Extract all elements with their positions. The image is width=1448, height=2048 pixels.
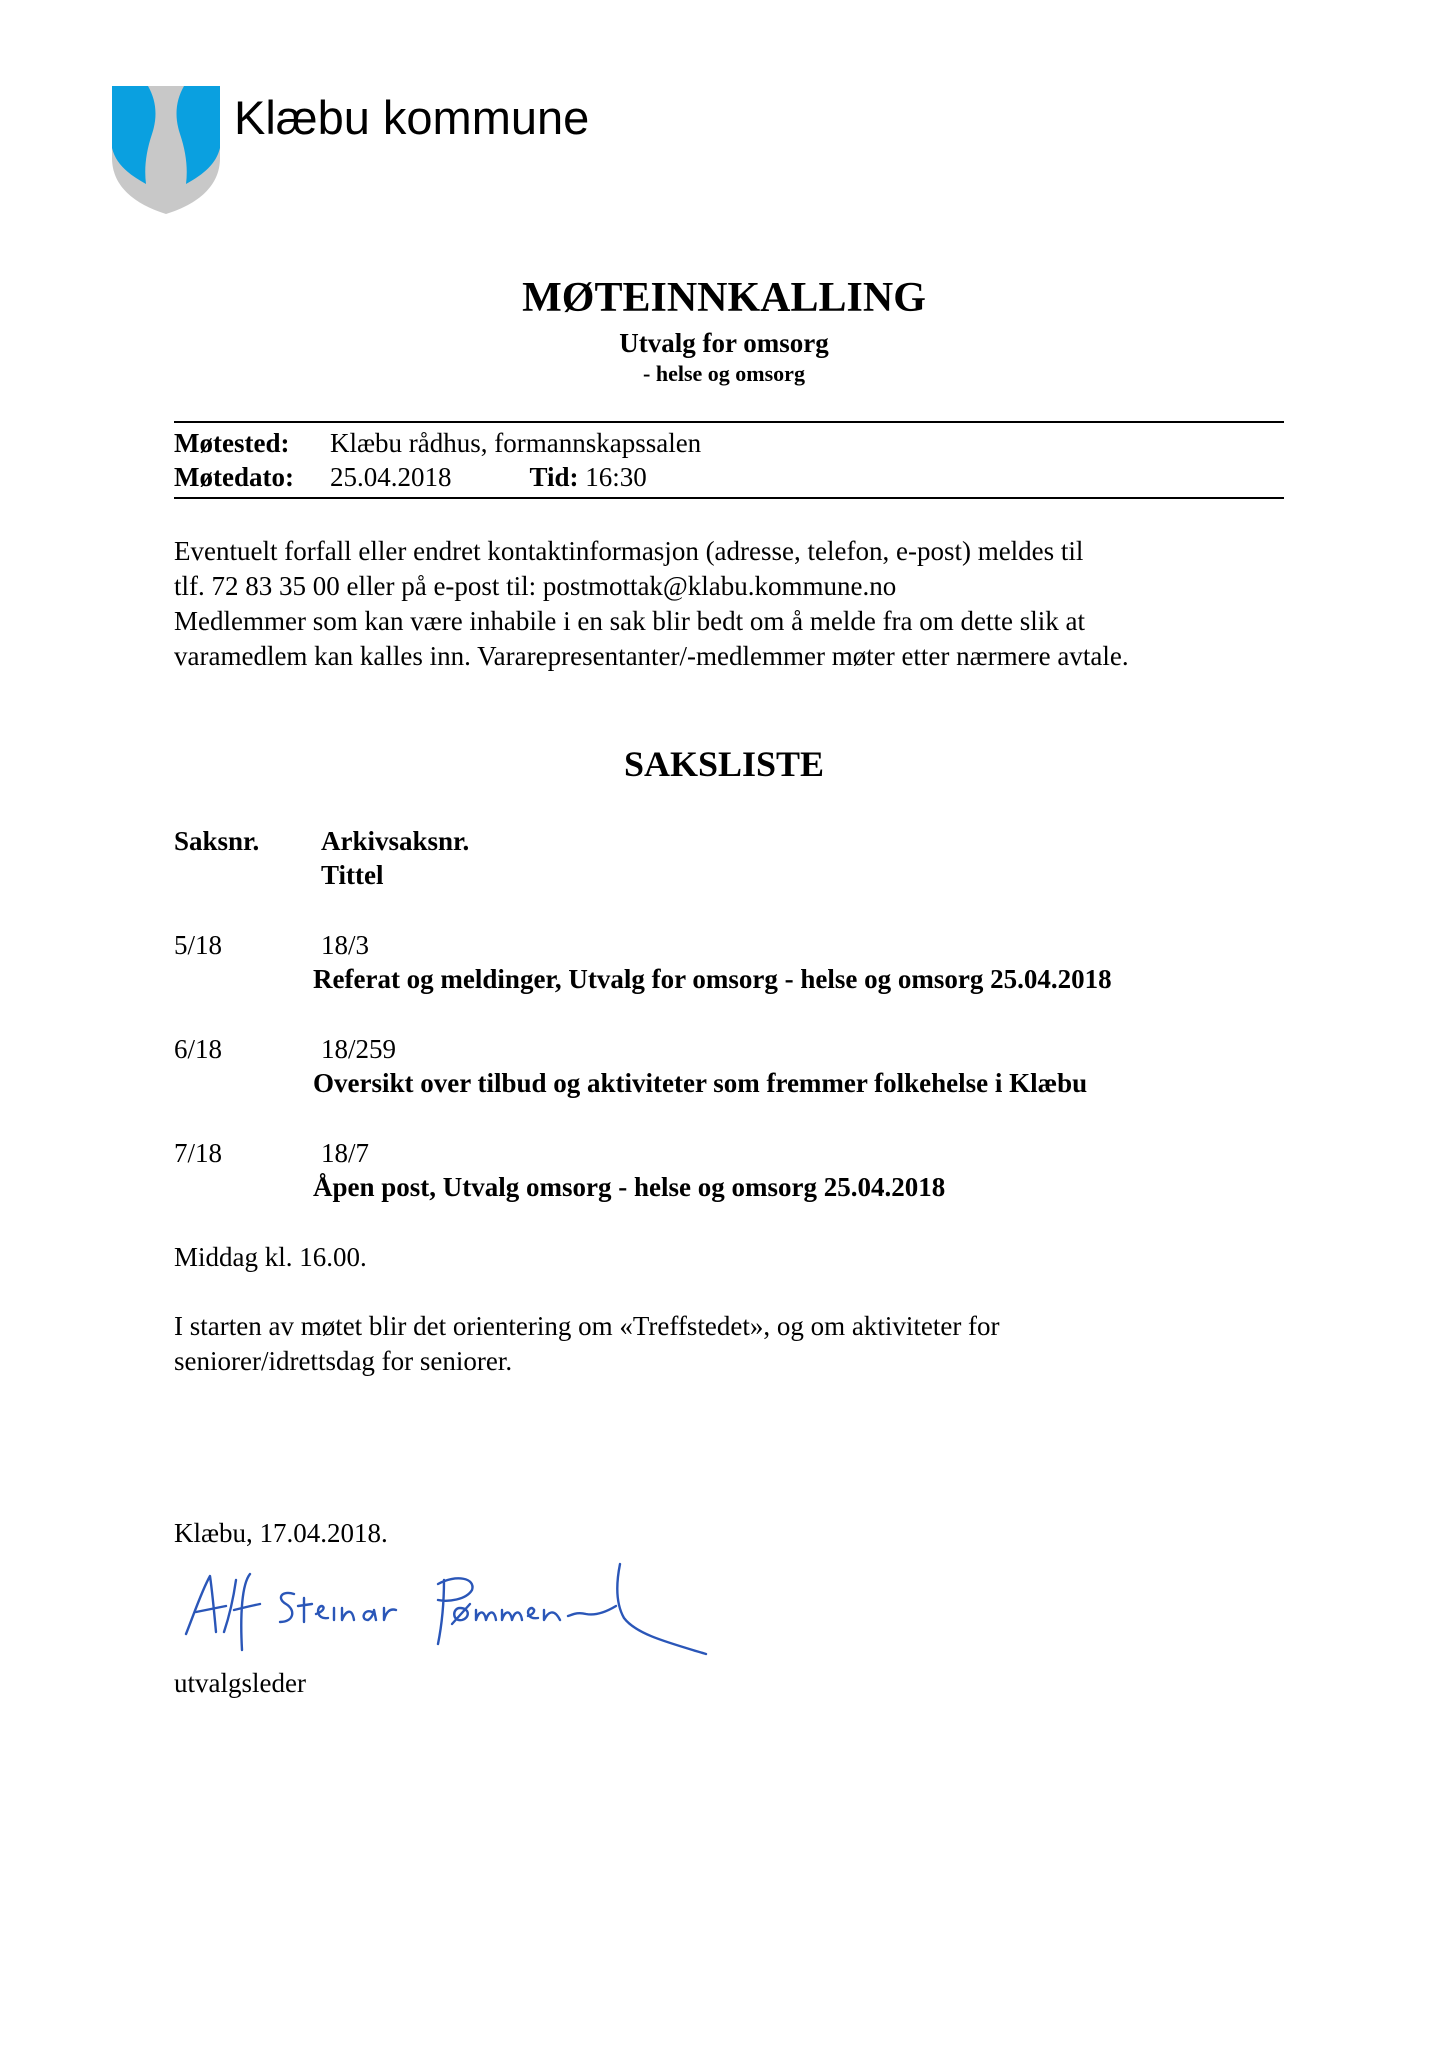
meeting-time: 16:30 bbox=[585, 462, 647, 492]
case-number: 5/18 bbox=[174, 930, 223, 960]
meeting-place: Klæbu rådhus, formannskapssalen bbox=[330, 428, 702, 458]
orientation-note bbox=[174, 1309, 1284, 1379]
meeting-date-row bbox=[174, 460, 647, 494]
meeting-place-row bbox=[174, 426, 701, 460]
case-title[interactable]: Åpen post, Utvalg omsorg - helse og omsorg 25.04.2018 bbox=[313, 1172, 946, 1202]
case-title[interactable]: Oversikt over tilbud og aktiviteter som fremmer folkehelse i Klæbu bbox=[313, 1068, 1088, 1098]
case-number: 7/18 bbox=[174, 1138, 223, 1168]
committee-subtitle: - helse og omsorg bbox=[643, 361, 805, 386]
archive-case-number: 18/3 bbox=[321, 930, 370, 960]
col-header-tittel: Tittel bbox=[321, 860, 384, 890]
meeting-time-label: Tid: bbox=[529, 462, 579, 492]
orientation-line: seniorer/idrettsdag for seniorer. bbox=[174, 1346, 513, 1376]
document-title: MØTEINNKALLING bbox=[522, 275, 926, 321]
dinner-note: Middag kl. 16.00. bbox=[174, 1242, 367, 1272]
meeting-date: 25.04.2018 bbox=[330, 462, 452, 492]
committee-name: Utvalg for omsorg bbox=[619, 328, 829, 358]
archive-case-number: 18/7 bbox=[321, 1138, 370, 1168]
org-name: Klæbu kommune bbox=[234, 91, 590, 144]
info-line: Medlemmer som kan være inhabile i en sak blir bedt om å melde fra om dette slik at bbox=[174, 606, 1085, 636]
info-line: Eventuelt forfall eller endret kontaktinformasjon (adresse, telefon, e-post) meldes til bbox=[174, 536, 1084, 566]
agenda-heading: SAKSLISTE bbox=[623, 744, 825, 784]
signatory-role: utvalgsleder bbox=[174, 1668, 306, 1698]
handwritten-signature bbox=[176, 1554, 716, 1664]
case-number: 6/18 bbox=[174, 1034, 223, 1064]
info-line: tlf. 72 83 35 00 eller på e-post til: postmottak@klabu.kommune.no bbox=[174, 571, 897, 601]
col-header-arkivsaksnr: Arkivsaksnr. bbox=[321, 826, 470, 856]
col-header-saksnr: Saksnr. bbox=[174, 826, 260, 856]
meeting-place-label: Møtested: bbox=[174, 428, 290, 458]
case-title[interactable]: Referat og meldinger, Utvalg for omsorg - helse og omsorg 25.04.2018 bbox=[313, 964, 1112, 994]
divider-top bbox=[174, 421, 1284, 423]
meeting-date-label: Møtedato: bbox=[174, 462, 294, 492]
closing-place-date: Klæbu, 17.04.2018. bbox=[174, 1518, 388, 1548]
orientation-line: I starten av møtet blir det orientering om «Treffstedet», og om aktiviteter for bbox=[174, 1311, 1000, 1341]
klaebu-coat-of-arms-logo bbox=[112, 86, 220, 214]
archive-case-number: 18/259 bbox=[321, 1034, 397, 1064]
info-line: varamedlem kan kalles inn. Vararepresentanter/-medlemmer møter etter nærmere avtale. bbox=[174, 641, 1129, 671]
divider-bottom bbox=[174, 497, 1284, 499]
info-paragraph bbox=[174, 534, 1284, 674]
